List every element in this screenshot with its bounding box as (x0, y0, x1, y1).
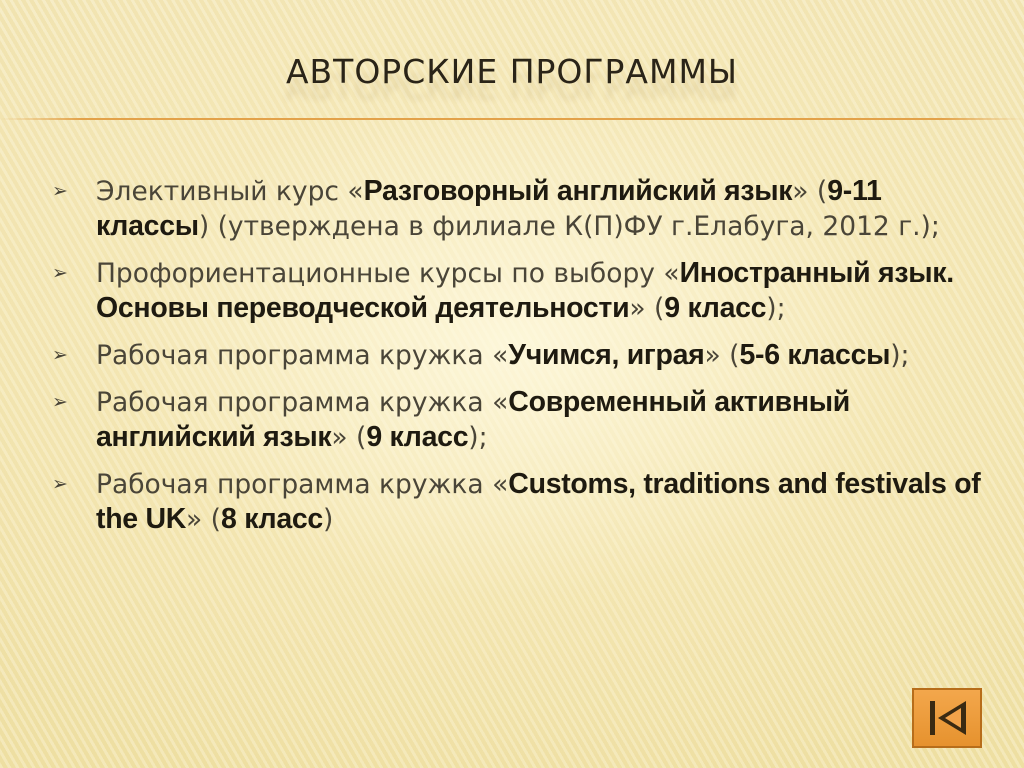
list-item (52, 174, 992, 244)
item-separator: » ( (792, 176, 828, 207)
item-suffix: ); (766, 293, 786, 324)
item-suffix: ) (322, 504, 334, 535)
item-suffix: ); (890, 340, 910, 371)
item-separator: » ( (331, 422, 367, 453)
go-to-first-slide-button[interactable] (912, 688, 982, 748)
list-item (52, 338, 992, 373)
arrow-bullet-icon: ➢ (52, 473, 68, 495)
program-list (52, 174, 992, 549)
list-item (52, 467, 992, 537)
item-prefix: Рабочая программа кружка « (96, 387, 509, 418)
item-separator: » ( (186, 504, 222, 535)
item-separator: » ( (704, 340, 740, 371)
program-name: Учимся, играя (508, 339, 705, 371)
arrow-bullet-icon: ➢ (52, 344, 68, 366)
arrow-bullet-icon: ➢ (52, 262, 68, 284)
skip-to-start-icon (914, 690, 980, 746)
item-prefix: Рабочая программа кружка « (96, 469, 509, 500)
grade-range: 9 класс (366, 421, 469, 453)
item-suffix: ); (468, 422, 488, 453)
item-suffix: ) (утверждена в филиале К(П)ФУ г.Елабуга, 2012 г.); (198, 211, 940, 242)
arrow-bullet-icon: ➢ (52, 391, 68, 413)
title-divider (0, 118, 1024, 120)
program-name: Customs, traditions and festivals of the UK (96, 468, 981, 535)
grade-range: 8 класс (221, 503, 323, 535)
item-separator: » ( (629, 293, 665, 324)
grade-range: 5-6 классы (739, 339, 891, 371)
program-name: Разговорный английский язык (363, 175, 793, 207)
grade-range: 9-11 классы (96, 175, 882, 242)
item-prefix: Рабочая программа кружка « (96, 340, 509, 371)
grade-range: 9 класс (664, 292, 767, 324)
item-prefix: Профориентационные курсы по выбору « (96, 258, 680, 289)
slide-title: АВТОРСКИЕ ПРОГРАММЫ (285, 52, 739, 91)
item-prefix: Элективный курс « (96, 176, 364, 207)
list-item (52, 385, 992, 455)
program-name: Современный активный английский язык (96, 386, 851, 453)
program-name: Иностранный язык. Основы переводческой деятельности (96, 257, 954, 324)
list-item (52, 256, 992, 326)
arrow-bullet-icon: ➢ (52, 180, 68, 202)
